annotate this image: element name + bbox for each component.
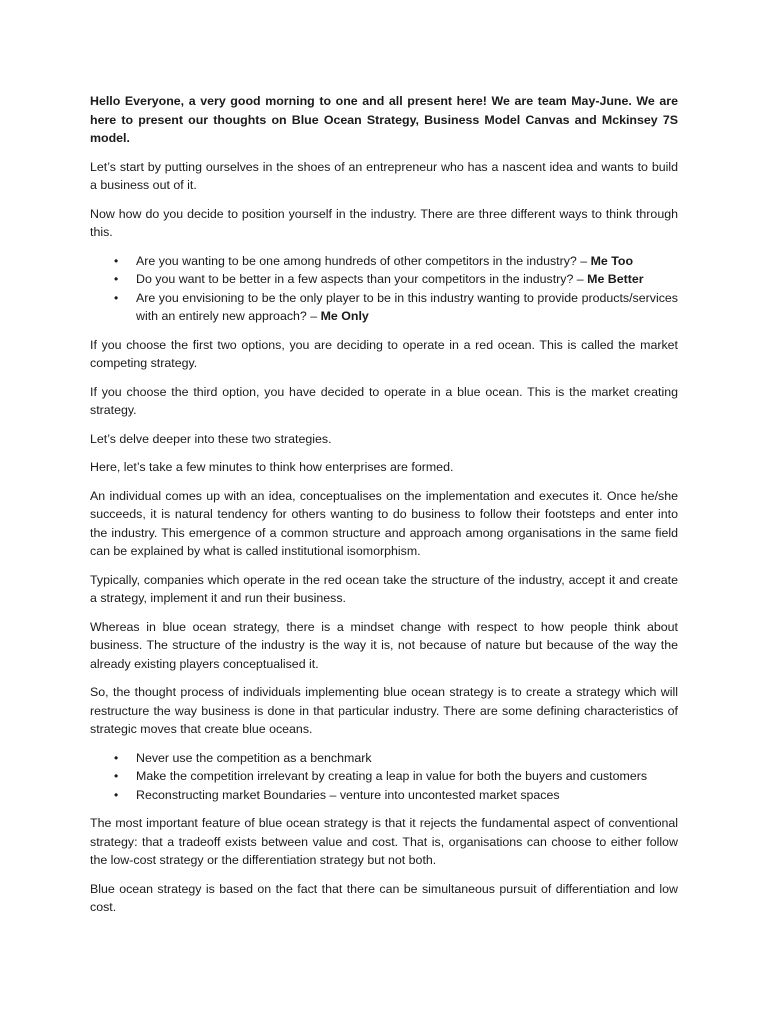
intro-paragraph: Hello Everyone, a very good morning to one and all present here! We are team May-June. We are here to present our thoughts on Blue Ocean Strategy, Business Model Canvas and Mckinsey 7S model. [90,94,678,145]
bullet-icon: • [114,769,119,783]
paragraph-blue-ocean: If you choose the third option, you have decided to operate in a blue ocean. This is the market creating strategy. [90,384,678,417]
list-item [90,252,678,271]
bullet-icon: • [114,750,119,765]
bullet-icon: • [114,290,119,305]
paragraph-delve: Let’s delve deeper into these two strategies. [90,431,332,446]
option-question: Are you wanting to be one among hundreds of other competitors in the industry? – [136,253,591,268]
paragraph-isomorphism: An individual comes up with an idea, conceptualises on the implementation and executes it. Once he/she succeeds, it is natural tendency for others wanting to do business to follow their footsteps and enter into the industry. This emergence of a common structure and approach among organisations in the same field can be explained by what is called institutional isomorphism. [90,488,678,558]
list-item [90,767,678,786]
paragraph-simultaneous-pursuit: Blue ocean strategy is based on the fact that there can be simultaneous pursuit of differentiation and low cost. [90,881,678,914]
list-item [90,749,678,768]
option-question: Are you envisioning to be the only player to be in this industry wanting to provide products/services with an entirely new approach? – [136,290,678,323]
paragraph-positioning: Now how do you decide to position yourself in the industry. There are three different ways to think through this. [90,206,678,239]
option-answer: Me Too [590,253,634,268]
paragraph-red-ocean: If you choose the first two options, you are deciding to operate in a red ocean. This is called the market competing strategy. [90,337,678,370]
paragraph-tradeoff: The most important feature of blue ocean strategy is that it rejects the fundamental aspect of conventional strategy: that a tradeoff exists between value and cost. That is, organisations can choose to either follow the low-cost strategy or the differentiation strategy but not both. [90,816,678,867]
characteristic-text: Make the competition irrelevant by creating a leap in value for both the buyers and customers [136,769,648,783]
list-item [90,289,678,326]
list-item [90,786,678,805]
paragraph-enterprises: Here, let’s take a few minutes to think how enterprises are formed. [90,460,454,474]
option-answer: Me Better [587,272,644,286]
bullet-icon: • [114,253,119,268]
paragraph-red-ocean-companies: Typically, companies which operate in the red ocean take the structure of the industry, accept it and create a strategy, implement it and run their business. [90,572,678,605]
paragraph-mindset: Whereas in blue ocean strategy, there is a mindset change with respect to how people think about business. The structure of the industry is the way it is, not because of nature but because of the way the already existing players conceptualised it. [90,619,678,671]
characteristic-text: Reconstructing market Boundaries – venture into uncontested market spaces [136,787,560,802]
options-list [90,252,678,326]
list-item [90,270,678,289]
document-page [90,92,678,927]
paragraph-entrepreneur: Let’s start by putting ourselves in the shoes of an entrepreneur who has a nascent idea and wants to build a business out of it. [90,159,678,192]
option-answer: Me Only [320,309,369,323]
characteristics-list [90,749,678,805]
characteristic-text: Never use the competition as a benchmark [136,750,372,765]
option-question: Do you want to be better in a few aspects than your competitors in the industry? – [136,272,588,286]
bullet-icon: • [114,787,119,802]
bullet-icon: • [114,272,119,286]
paragraph-thought-process: So, the thought process of individuals implementing blue ocean strategy is to create a strategy which will restructure the way business is done in that particular industry. There are some defining characteristics of strategic moves that create blue oceans. [90,685,678,736]
